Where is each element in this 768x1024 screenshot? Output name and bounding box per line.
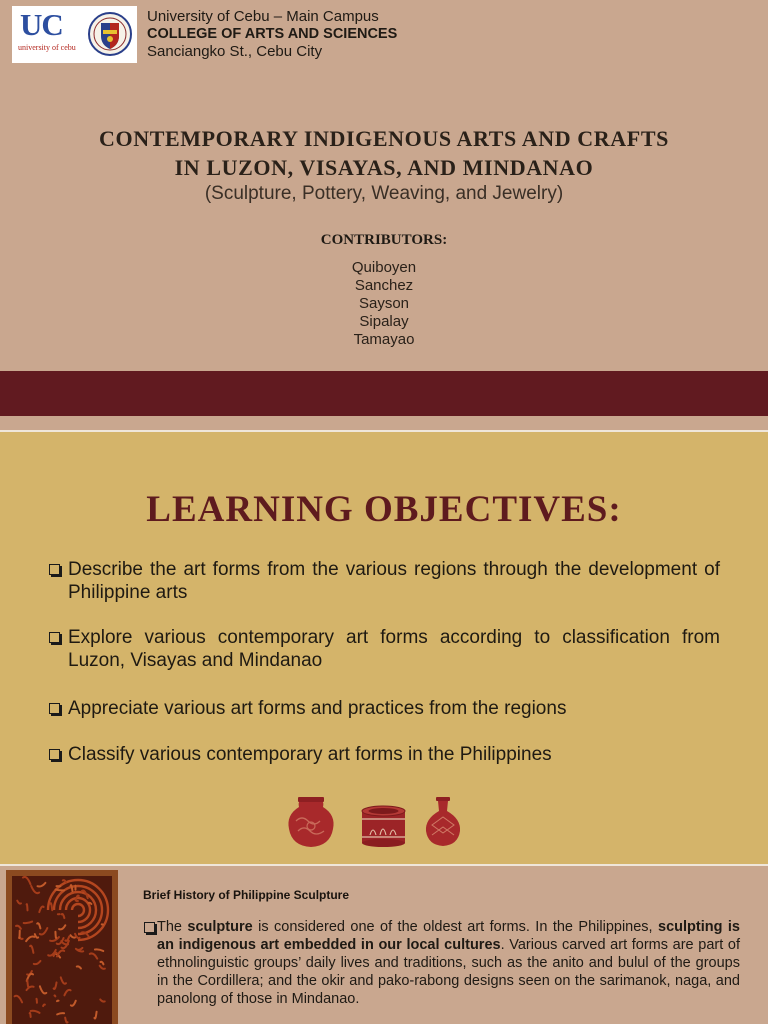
objectives-heading: LEARNING OBJECTIVES: bbox=[146, 489, 622, 530]
objective-item: Classify various contemporary art forms in the Philippines bbox=[68, 744, 552, 765]
subtitle: (Sculpture, Pottery, Weaving, and Jewelry) bbox=[204, 183, 564, 204]
university-logo bbox=[12, 6, 137, 63]
title-line-2: IN LUZON, VISAYAS, AND MINDANAO bbox=[174, 155, 594, 180]
carved-wood-panel-image bbox=[6, 870, 118, 1024]
logo-letters: UC bbox=[20, 7, 63, 42]
contributor-name: Tamayao bbox=[353, 331, 415, 348]
carving-stroke bbox=[36, 999, 37, 1003]
paragraph-run-bold: sculpture bbox=[187, 919, 253, 935]
paragraph-run-bold: sculpting is an indigenous art embedded in our local cultures bbox=[157, 919, 740, 953]
paragraph-run: . Various carved art forms are part of ethnolinguistic groups’ daily lives and traditions, such as the anito and bulul of the groups in the Cordillera; and the okir and pako-rabong designs seen on the sarimanok, naga, and panolong of those in Mindanao. bbox=[157, 937, 740, 1007]
carving-stroke bbox=[19, 931, 20, 938]
checkbox-bullet-icon bbox=[49, 564, 60, 575]
title-line-1: CONTEMPORARY INDIGENOUS ARTS AND CRAFTS bbox=[99, 126, 669, 151]
checkbox-bullet-icon bbox=[49, 632, 60, 643]
campus-name: University of Cebu – Main Campus bbox=[147, 8, 379, 25]
checkbox-bullet-icon bbox=[49, 703, 60, 714]
contributors-heading: CONTRIBUTORS: bbox=[320, 232, 448, 248]
carving-stroke bbox=[54, 995, 55, 996]
vase-icon bbox=[426, 797, 460, 846]
logo-caption: university of cebu bbox=[18, 43, 76, 52]
contributor-name: Sipalay bbox=[359, 313, 409, 330]
round-pot-icon bbox=[288, 797, 333, 847]
objective-item: Appreciate various art forms and practices from the regions bbox=[68, 698, 567, 719]
carving-stroke bbox=[56, 890, 65, 891]
contributor-name: Sanchez bbox=[354, 277, 414, 294]
campus-address: Sanciangko St., Cebu City bbox=[147, 43, 323, 60]
university-crest-icon bbox=[88, 11, 132, 57]
contributor-name: Quiboyen bbox=[351, 259, 417, 276]
carving-stroke bbox=[30, 1013, 31, 1017]
history-paragraph bbox=[157, 918, 740, 1008]
drum-jar-icon bbox=[362, 806, 405, 847]
checkbox-bullet-icon bbox=[49, 749, 60, 760]
pottery-illustration bbox=[280, 793, 470, 851]
carving-stroke bbox=[27, 904, 28, 910]
checkbox-bullet-icon bbox=[144, 922, 155, 933]
contributor-name: Sayson bbox=[358, 295, 410, 312]
title-slide bbox=[0, 0, 768, 430]
carving-stroke bbox=[55, 932, 56, 938]
paragraph-run: is considered one of the oldest art forms. In the Philippines, bbox=[252, 919, 659, 935]
college-name: COLLEGE OF ARTS AND SCIENCES bbox=[147, 26, 398, 42]
paragraph-run: The bbox=[157, 919, 188, 935]
contributors-list bbox=[0, 259, 768, 349]
history-heading: Brief History of Philippine Sculpture bbox=[143, 888, 350, 902]
maroon-band bbox=[0, 371, 768, 416]
objective-item: Describe the art forms from the various regions through the development of Philippine arts bbox=[68, 559, 720, 603]
objective-item: Explore various contemporary art forms according to classification from Luzon, Visayas and Mindanao bbox=[68, 627, 720, 671]
